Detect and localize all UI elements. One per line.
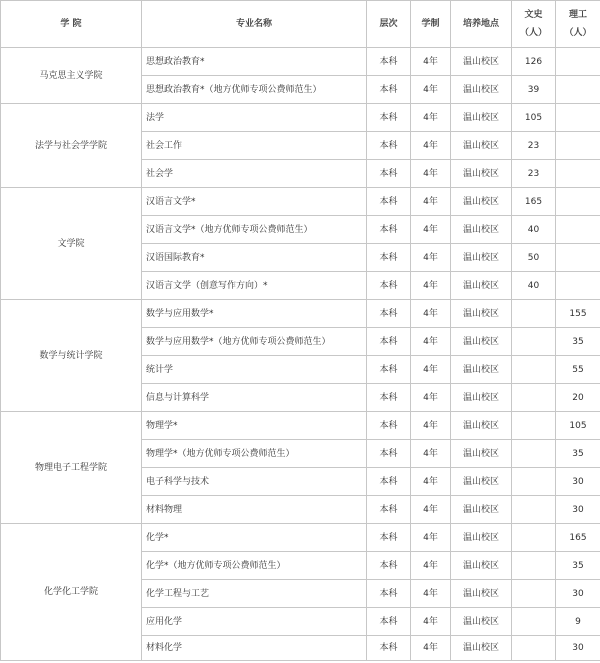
major-cell: 统计学 — [142, 356, 367, 384]
level-cell: 本科 — [367, 76, 411, 104]
science-count-cell: 35 — [556, 440, 600, 468]
duration-cell: 4年 — [411, 132, 451, 160]
science-count-cell: 30 — [556, 468, 600, 496]
major-cell: 信息与计算科学 — [142, 384, 367, 412]
level-cell: 本科 — [367, 188, 411, 216]
campus-cell: 温山校区 — [451, 328, 512, 356]
major-cell: 思想政治教育*（地方优师专项公费师范生） — [142, 76, 367, 104]
duration-cell: 4年 — [411, 48, 451, 76]
campus-cell: 温山校区 — [451, 524, 512, 552]
campus-cell: 温山校区 — [451, 356, 512, 384]
level-cell: 本科 — [367, 496, 411, 524]
campus-cell: 温山校区 — [451, 580, 512, 608]
science-count-cell — [556, 244, 600, 272]
level-cell: 本科 — [367, 244, 411, 272]
level-cell: 本科 — [367, 328, 411, 356]
level-cell: 本科 — [367, 636, 411, 661]
duration-cell: 4年 — [411, 580, 451, 608]
science-count-cell: 165 — [556, 524, 600, 552]
college-cell: 法学与社会学学院 — [1, 104, 142, 188]
major-cell: 材料化学 — [142, 636, 367, 661]
arts-count-cell — [512, 328, 556, 356]
arts-count-cell: 50 — [512, 244, 556, 272]
arts-count-cell — [512, 468, 556, 496]
campus-cell: 温山校区 — [451, 216, 512, 244]
campus-cell: 温山校区 — [451, 160, 512, 188]
arts-count-cell: 23 — [512, 132, 556, 160]
major-cell: 应用化学 — [142, 608, 367, 636]
science-count-cell: 30 — [556, 636, 600, 661]
duration-cell: 4年 — [411, 496, 451, 524]
arts-count-cell: 23 — [512, 160, 556, 188]
campus-cell: 温山校区 — [451, 132, 512, 160]
arts-count-cell — [512, 440, 556, 468]
arts-count-cell — [512, 300, 556, 328]
header-science-unit: （人） — [564, 28, 592, 38]
duration-cell: 4年 — [411, 104, 451, 132]
major-cell: 电子科学与技术 — [142, 468, 367, 496]
major-cell: 数学与应用数学* — [142, 300, 367, 328]
science-count-cell: 105 — [556, 412, 600, 440]
header-science — [556, 1, 600, 48]
level-cell: 本科 — [367, 216, 411, 244]
level-cell: 本科 — [367, 48, 411, 76]
major-cell: 汉语言文学*（地方优师专项公费师范生） — [142, 216, 367, 244]
college-cell: 文学院 — [1, 188, 142, 300]
duration-cell: 4年 — [411, 216, 451, 244]
campus-cell: 温山校区 — [451, 272, 512, 300]
level-cell: 本科 — [367, 272, 411, 300]
level-cell: 本科 — [367, 356, 411, 384]
campus-cell: 温山校区 — [451, 440, 512, 468]
campus-cell: 温山校区 — [451, 636, 512, 661]
campus-cell: 温山校区 — [451, 468, 512, 496]
major-cell: 汉语国际教育* — [142, 244, 367, 272]
header-duration: 学制 — [411, 1, 451, 48]
major-cell: 化学* — [142, 524, 367, 552]
science-count-cell: 30 — [556, 496, 600, 524]
arts-count-cell: 39 — [512, 76, 556, 104]
level-cell: 本科 — [367, 524, 411, 552]
science-count-cell: 20 — [556, 384, 600, 412]
college-cell: 马克思主义学院 — [1, 48, 142, 104]
arts-count-cell — [512, 636, 556, 661]
arts-count-cell — [512, 552, 556, 580]
science-count-cell — [556, 104, 600, 132]
duration-cell: 4年 — [411, 160, 451, 188]
college-cell: 物理电子工程学院 — [1, 412, 142, 524]
duration-cell: 4年 — [411, 244, 451, 272]
level-cell: 本科 — [367, 160, 411, 188]
header-row — [1, 1, 600, 48]
major-cell: 思想政治教育* — [142, 48, 367, 76]
major-cell: 数学与应用数学*（地方优师专项公费师范生） — [142, 328, 367, 356]
header-college: 学 院 — [1, 1, 142, 48]
table-row — [1, 300, 600, 328]
level-cell: 本科 — [367, 440, 411, 468]
level-cell: 本科 — [367, 580, 411, 608]
science-count-cell: 155 — [556, 300, 600, 328]
campus-cell: 温山校区 — [451, 496, 512, 524]
duration-cell: 4年 — [411, 440, 451, 468]
header-campus: 培养地点 — [451, 1, 512, 48]
table-body — [1, 48, 600, 661]
major-cell: 汉语言文学（创意写作方向）* — [142, 272, 367, 300]
campus-cell: 温山校区 — [451, 48, 512, 76]
table-row — [1, 48, 600, 76]
science-count-cell: 30 — [556, 580, 600, 608]
duration-cell: 4年 — [411, 384, 451, 412]
table-row — [1, 104, 600, 132]
campus-cell: 温山校区 — [451, 608, 512, 636]
duration-cell: 4年 — [411, 524, 451, 552]
college-cell: 化学化工学院 — [1, 524, 142, 661]
table-row — [1, 412, 600, 440]
level-cell: 本科 — [367, 552, 411, 580]
college-cell: 数学与统计学院 — [1, 300, 142, 412]
science-count-cell: 9 — [556, 608, 600, 636]
science-count-cell — [556, 76, 600, 104]
header-arts-unit: （人） — [519, 28, 547, 38]
level-cell: 本科 — [367, 412, 411, 440]
major-cell: 物理学*（地方优师专项公费师范生） — [142, 440, 367, 468]
duration-cell: 4年 — [411, 188, 451, 216]
science-count-cell — [556, 188, 600, 216]
duration-cell: 4年 — [411, 552, 451, 580]
science-count-cell: 35 — [556, 328, 600, 356]
level-cell: 本科 — [367, 104, 411, 132]
arts-count-cell: 105 — [512, 104, 556, 132]
science-count-cell — [556, 160, 600, 188]
duration-cell: 4年 — [411, 412, 451, 440]
major-cell: 物理学* — [142, 412, 367, 440]
science-count-cell: 35 — [556, 552, 600, 580]
level-cell: 本科 — [367, 608, 411, 636]
arts-count-cell: 40 — [512, 216, 556, 244]
duration-cell: 4年 — [411, 356, 451, 384]
header-arts-label: 文史 — [524, 10, 543, 20]
arts-count-cell — [512, 384, 556, 412]
level-cell: 本科 — [367, 384, 411, 412]
arts-count-cell: 40 — [512, 272, 556, 300]
header-major: 专业名称 — [142, 1, 367, 48]
major-cell: 化学*（地方优师专项公费师范生） — [142, 552, 367, 580]
duration-cell: 4年 — [411, 272, 451, 300]
duration-cell: 4年 — [411, 636, 451, 661]
duration-cell: 4年 — [411, 468, 451, 496]
table-row — [1, 188, 600, 216]
campus-cell: 温山校区 — [451, 104, 512, 132]
arts-count-cell: 126 — [512, 48, 556, 76]
duration-cell: 4年 — [411, 300, 451, 328]
level-cell: 本科 — [367, 132, 411, 160]
major-cell: 社会学 — [142, 160, 367, 188]
arts-count-cell — [512, 524, 556, 552]
major-cell: 汉语言文学* — [142, 188, 367, 216]
header-arts — [512, 1, 556, 48]
level-cell: 本科 — [367, 468, 411, 496]
campus-cell: 温山校区 — [451, 412, 512, 440]
header-science-label: 理工 — [568, 10, 587, 20]
header-level: 层次 — [367, 1, 411, 48]
major-cell: 法学 — [142, 104, 367, 132]
science-count-cell — [556, 272, 600, 300]
arts-count-cell: 165 — [512, 188, 556, 216]
campus-cell: 温山校区 — [451, 244, 512, 272]
table-row — [1, 524, 600, 552]
major-cell: 材料物理 — [142, 496, 367, 524]
major-cell: 化学工程与工艺 — [142, 580, 367, 608]
arts-count-cell — [512, 608, 556, 636]
science-count-cell — [556, 132, 600, 160]
arts-count-cell — [512, 412, 556, 440]
arts-count-cell — [512, 580, 556, 608]
campus-cell: 温山校区 — [451, 384, 512, 412]
campus-cell: 温山校区 — [451, 552, 512, 580]
level-cell: 本科 — [367, 300, 411, 328]
science-count-cell: 55 — [556, 356, 600, 384]
arts-count-cell — [512, 356, 556, 384]
campus-cell: 温山校区 — [451, 300, 512, 328]
major-cell: 社会工作 — [142, 132, 367, 160]
arts-count-cell — [512, 496, 556, 524]
campus-cell: 温山校区 — [451, 76, 512, 104]
duration-cell: 4年 — [411, 328, 451, 356]
science-count-cell — [556, 48, 600, 76]
duration-cell: 4年 — [411, 608, 451, 636]
duration-cell: 4年 — [411, 76, 451, 104]
campus-cell: 温山校区 — [451, 188, 512, 216]
science-count-cell — [556, 216, 600, 244]
